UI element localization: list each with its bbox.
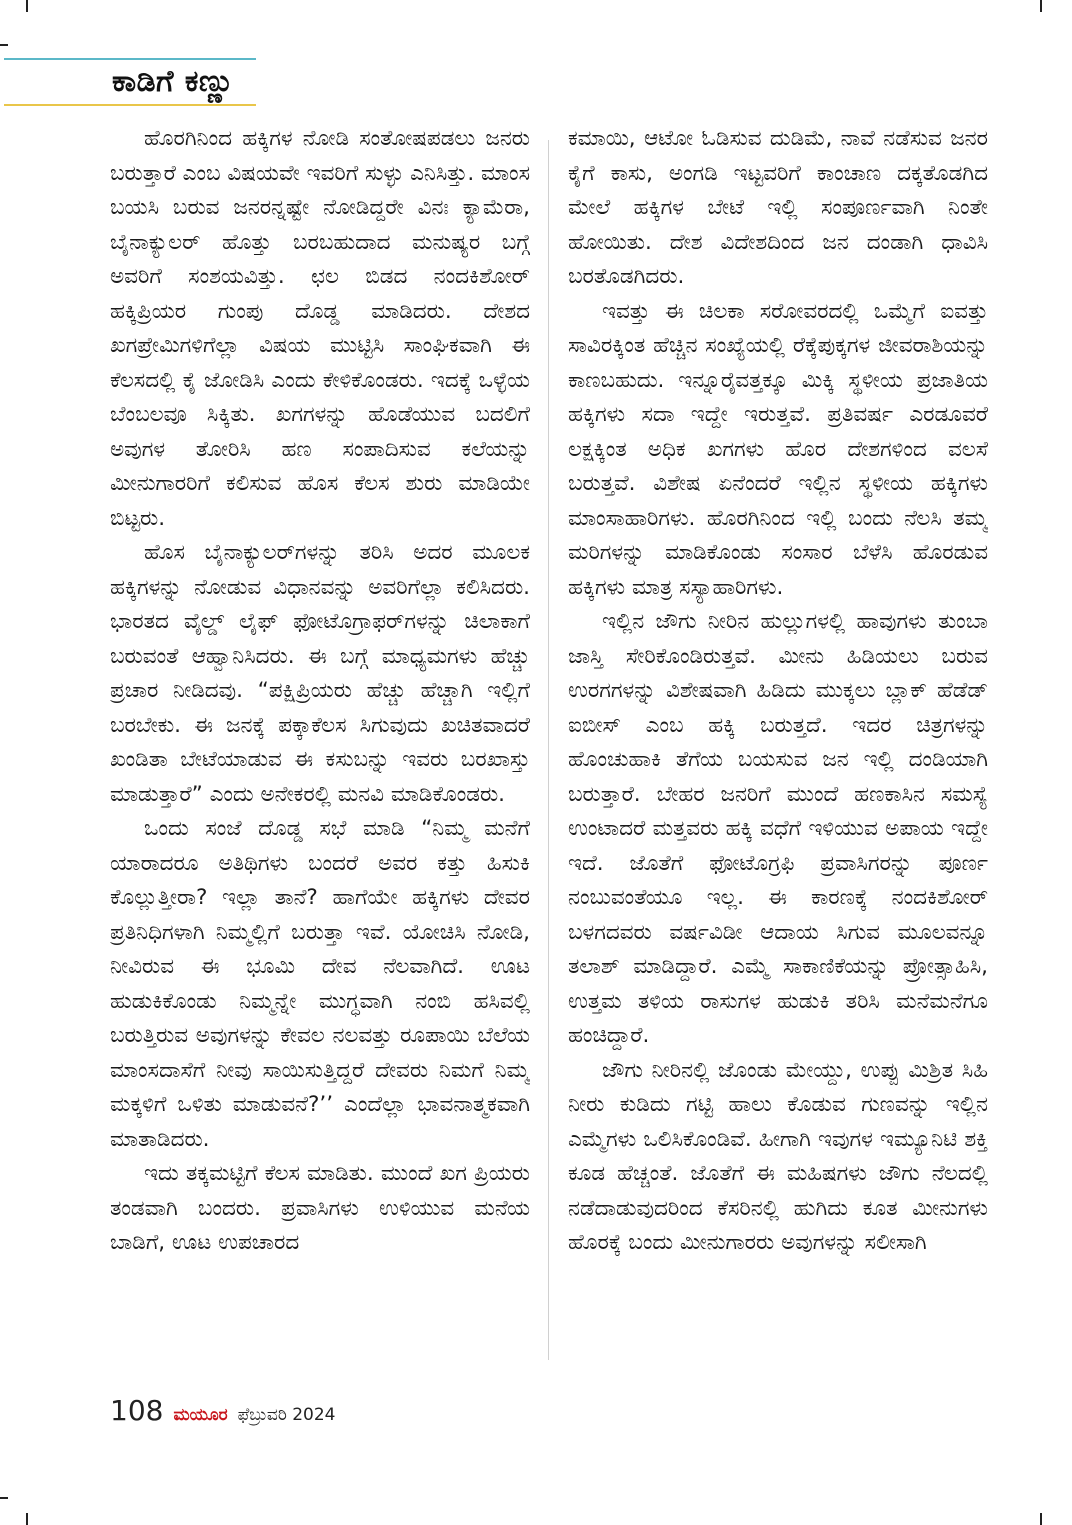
magazine-logo: ಮಯೂರ <box>173 1405 228 1425</box>
column-divider <box>548 140 549 1360</box>
crop-mark <box>0 44 8 46</box>
page-number: 108 <box>110 1394 164 1427</box>
crop-mark <box>1040 0 1042 12</box>
paragraph: ಹೊರಗಿನಿಂದ ಹಕ್ಕಿಗಳ ನೋಡಿ ಸಂತೋಷಪಡಲು ಜನರು ಬರುತ್ತಾರೆ ಎಂಬ ವಿಷಯವೇ ಇವರಿಗೆ ಸುಳ್ಳು ಎನಿಸಿತ್ತು. ಮಾಂಸ ಬಯಸಿ ಬರುವ ಜನರನ್ನಷ್ಟೇ ನೋಡಿದ್ದರೇ ವಿನಃ ಕ್ಯಾಮೆರಾ, ಬೈನಾಕ್ಯುಲರ್ ಹೊತ್ತು ಬರಬಹುದಾದ ಮನುಷ್ಯರ ಬಗ್ಗೆ ಅವರಿಗೆ ಸಂಶಯವಿತ್ತು. ಛಲ ಬಿಡದ ನಂದಕಿಶೋರ್ ಹಕ್ಕಿಪ್ರಿಯರ ಗುಂಪು ದೊಡ್ಡ ಮಾಡಿದರು. ದೇಶದ ಖಗಪ್ರೇಮಿಗಳಿಗೆಲ್ಲಾ ವಿಷಯ ಮುಟ್ಟಿಸಿ ಸಾಂಘಿಕವಾಗಿ ಈ ಕೆಲಸದಲ್ಲಿ ಕೈ ಜೋಡಿಸಿ ಎಂದು ಕೇಳಿಕೊಂಡರು. ಇದಕ್ಕೆ ಒಳ್ಳೆಯ ಬೆಂಬಲವೂ ಸಿಕ್ಕಿತು. ಖಗಗಳನ್ನು ಹೊಡೆಯುವ ಬದಲಿಗೆ ಅವುಗಳ ತೋರಿಸಿ ಹಣ ಸಂಪಾದಿಸುವ ಕಲೆಯನ್ನು ಮೀನುಗಾರರಿಗೆ ಕಲಿಸುವ ಹೊಸ ಕೆಲಸ ಶುರು ಮಾಡಿಯೇ ಬಿಟ್ಟರು. <box>110 126 530 531</box>
paragraph: ಹೊಸ ಬೈನಾಕ್ಯುಲರ್‌ಗಳನ್ನು ತರಿಸಿ ಅದರ ಮೂಲಕ ಹಕ್ಕಿಗಳನ್ನು ನೋಡುವ ವಿಧಾನವನ್ನು ಅವರಿಗೆಲ್ಲಾ ಕಲಿಸಿದರು. ಭಾರತದ ವೈಲ್ಡ್ ಲೈಫ್ ಫೋಟೊಗ್ರಾಫರ್‌ಗಳನ್ನು ಚಿಲಾಕಾಗೆ ಬರುವಂತೆ ಆಹ್ವಾನಿಸಿದರು. ಈ ಬಗ್ಗೆ ಮಾಧ್ಯಮಗಳು ಹೆಚ್ಚು ಪ್ರಚಾರ ನೀಡಿದವು. “ಪಕ್ಷಿಪ್ರಿಯರು ಹೆಚ್ಚು ಹೆಚ್ಚಾಗಿ ಇಲ್ಲಿಗೆ ಬರಬೇಕು. ಈ ಜನಕ್ಕೆ ಪಕ್ಕಾಕೆಲಸ ಸಿಗುವುದು ಖಚಿತವಾದರೆ ಖಂಡಿತಾ ಬೇಟೆಯಾಡುವ ಈ ಕಸುಬನ್ನು ಇವರು ಬರಖಾಸ್ತು ಮಾಡುತ್ತಾರೆ” ಎಂದು ಅನೇಕರಲ್ಲಿ ಮನವಿ ಮಾಡಿಕೊಂಡರು. <box>110 540 530 807</box>
paragraph-continuation: ಕಮಾಯಿ, ಆಟೋ ಓಡಿಸುವ ದುಡಿಮೆ, ನಾವೆ ನಡೆಸುವ ಜನರ ಕೈಗೆ ಕಾಸು, ಅಂಗಡಿ ಇಟ್ಟವರಿಗೆ ಕಾಂಚಾಣ ದಕ್ಕತೊಡಗಿದ ಮೇಲೆ ಹಕ್ಕಿಗಳ ಬೇಟೆ ಇಲ್ಲಿ ಸಂಪೂರ್ಣವಾಗಿ ನಿಂತೇ ಹೋಯಿತು. ದೇಶ ವಿದೇಶದಿಂದ ಜನ ದಂಡಾಗಿ ಧಾವಿಸಿ ಬರತೊಡಗಿದರು. <box>568 126 988 289</box>
paragraph: ಜೌಗು ನೀರಿನಲ್ಲಿ ಜೊಂಡು ಮೇಯ್ದು, ಉಪ್ಪು ಮಿಶ್ರಿತ ಸಿಹಿ ನೀರು ಕುಡಿದು ಗಟ್ಟಿ ಹಾಲು ಕೊಡುವ ಗುಣವನ್ನು ಇಲ್ಲಿನ ಎಮ್ಮೆಗಳು ಒಲಿಸಿಕೊಂಡಿವೆ. ಹೀಗಾಗಿ ಇವುಗಳ ಇಮ್ಯೂನಿಟಿ ಶಕ್ತಿ ಕೂಡ ಹೆಚ್ಚಂತೆ. ಜೊತೆಗೆ ಈ ಮಹಿಷಗಳು ಜೌಗು ನೆಲದಲ್ಲಿ ನಡೆದಾಡುವುದರಿಂದ ಕೆಸರಿನಲ್ಲಿ ಹುಗಿದು ಕೂತ ಮೀನುಗಳು ಹೊರಕ್ಕೆ ಬಂದು ಮೀನುಗಾರರು ಅವುಗಳನ್ನು ಸಲೀಸಾಗಿ <box>568 1057 988 1255</box>
header-rule-bottom <box>4 104 256 106</box>
page-footer <box>110 1394 335 1428</box>
article-column-right <box>568 122 988 1380</box>
crop-mark <box>0 1497 8 1499</box>
header-rule-top <box>4 58 256 60</box>
section-title: ಕಾಡಿಗೆ ಕಣ್ಣು <box>112 64 235 99</box>
paragraph: ಇಲ್ಲಿನ ಜೌಗು ನೀರಿನ ಹುಲ್ಲುಗಳಲ್ಲಿ ಹಾವುಗಳು ತುಂಬಾ ಜಾಸ್ತಿ ಸೇರಿಕೊಂಡಿರುತ್ತವೆ. ಮೀನು ಹಿಡಿಯಲು ಬರುವ ಉರಗಗಳನ್ನು ವಿಶೇಷವಾಗಿ ಹಿಡಿದು ಮುಕ್ಕಲು ಬ್ಲಾಕ್ ಹೆಡೆಡ್ ಐಬೀಸ್ ಎಂಬ ಹಕ್ಕಿ ಬರುತ್ತದೆ. ಇದರ ಚಿತ್ರಗಳನ್ನು ಹೊಂಚುಹಾಕಿ ತೆಗೆಯ ಬಯಸುವ ಜನ ಇಲ್ಲಿ ದಂಡಿಯಾಗಿ ಬರುತ್ತಾರೆ. ಬೇಹರ ಜನರಿಗೆ ಮುಂದೆ ಹಣಕಾಸಿನ ಸಮಸ್ಯೆ ಉಂಟಾದರೆ ಮತ್ತವರು ಹಕ್ಕಿ ವಧೆಗೆ ಇಳಿಯುವ ಅಪಾಯ ಇದ್ದೇ ಇದೆ. ಜೊತೆಗೆ ಫೋಟೊಗ್ರಫಿ ಪ್ರವಾಸಿಗರನ್ನು ಪೂರ್ಣ ನಂಬುವಂತೆಯೂ ಇಲ್ಲ. ಈ ಕಾರಣಕ್ಕೆ ನಂದಕಿಶೋರ್ ಬಳಗದವರು ವರ್ಷವಿಡೀ ಆದಾಯ ಸಿಗುವ ಮೂಲವನ್ನೂ ತಲಾಶ್ ಮಾಡಿದ್ದಾರೆ. ಎಮ್ಮೆ ಸಾಕಾಣಿಕೆಯನ್ನು ಪ್ರೋತ್ಸಾಹಿಸಿ, ಉತ್ತಮ ತಳಿಯ ರಾಸುಗಳ ಹುಡುಕಿ ತರಿಸಿ ಮನೆಮನೆಗೂ ಹಂಚಿದ್ದಾರೆ. <box>568 609 988 1048</box>
crop-mark <box>26 0 28 12</box>
crop-mark <box>26 1513 28 1525</box>
paragraph: ಒಂದು ಸಂಜೆ ದೊಡ್ಡ ಸಭೆ ಮಾಡಿ “ನಿಮ್ಮ ಮನೆಗೆ ಯಾರಾದರೂ ಅತಿಥಿಗಳು ಬಂದರೆ ಅವರ ಕತ್ತು ಹಿಸುಕಿ ಕೊಲ್ಲುತ್ತೀರಾ? ಇಲ್ಲಾ ತಾನೆ? ಹಾಗೆಯೇ ಹಕ್ಕಿಗಳು ದೇವರ ಪ್ರತಿನಿಧಿಗಳಾಗಿ ನಿಮ್ಮಲ್ಲಿಗೆ ಬರುತ್ತಾ ಇವೆ. ಯೋಚಿಸಿ ನೋಡಿ, ನೀವಿರುವ ಈ ಭೂಮಿ ದೇವ ನೆಲವಾಗಿದೆ. ಊಟ ಹುಡುಕಿಕೊಂಡು ನಿಮ್ಮನ್ನೇ ಮುಗ್ಧವಾಗಿ ನಂಬಿ ಹಸಿವಲ್ಲಿ ಬರುತ್ತಿರುವ ಅವುಗಳನ್ನು ಕೇವಲ ನಲವತ್ತು ರೂಪಾಯಿ ಬೆಲೆಯ ಮಾಂಸದಾಸೆಗೆ ನೀವು ಸಾಯಿಸುತ್ತಿದ್ದರೆ ದೇವರು ನಿಮಗೆ ನಿಮ್ಮ ಮಕ್ಕಳಿಗೆ ಒಳಿತು ಮಾಡುವನೆ?’’ ಎಂದೆಲ್ಲಾ ಭಾವನಾತ್ಮಕವಾಗಿ ಮಾತಾಡಿದರು. <box>110 816 530 1152</box>
paragraph: ಇದು ತಕ್ಕಮಟ್ಟಿಗೆ ಕೆಲಸ ಮಾಡಿತು. ಮುಂದೆ ಖಗ ಪ್ರಿಯರು ತಂಡವಾಗಿ ಬಂದರು. ಪ್ರವಾಸಿಗಳು ಉಳಿಯುವ ಮನೆಯ ಬಾಡಿಗೆ, ಊಟ ಉಪಚಾರದ <box>110 1161 530 1255</box>
article-column-left <box>110 122 530 1380</box>
issue-date: ಫೆಬ್ರುವರಿ 2024 <box>237 1405 336 1425</box>
crop-mark <box>1040 1513 1042 1525</box>
paragraph: ಇವತ್ತು ಈ ಚಿಲಕಾ ಸರೋವರದಲ್ಲಿ ಒಮ್ಮೆಗೆ ಐವತ್ತು ಸಾವಿರಕ್ಕಿಂತ ಹೆಚ್ಚಿನ ಸಂಖ್ಯೆಯಲ್ಲಿ ರೆಕ್ಕೆಪುಕ್ಕಗಳ ಜೀವರಾಶಿಯನ್ನು ಕಾಣಬಹುದು. ಇನ್ನೂರೈವತ್ತಕ್ಕೂ ಮಿಕ್ಕಿ ಸ್ಥಳೀಯ ಪ್ರಜಾತಿಯ ಹಕ್ಕಿಗಳು ಸದಾ ಇದ್ದೇ ಇರುತ್ತವೆ. ಪ್ರತಿವರ್ಷ ಎರಡೂವರೆ ಲಕ್ಷಕ್ಕಿಂತ ಅಧಿಕ ಖಗಗಳು ಹೊರ ದೇಶಗಳಿಂದ ವಲಸೆ ಬರುತ್ತವೆ. ವಿಶೇಷ ಏನೆಂದರೆ ಇಲ್ಲಿನ ಸ್ಥಳೀಯ ಹಕ್ಕಿಗಳು ಮಾಂಸಾಹಾರಿಗಳು. ಹೊರಗಿನಿಂದ ಇಲ್ಲಿ ಬಂದು ನೆಲಸಿ ತಮ್ಮ ಮರಿಗಳನ್ನು ಮಾಡಿಕೊಂಡು ಸಂಸಾರ ಬೆಳೆಸಿ ಹೊರಡುವ ಹಕ್ಕಿಗಳು ಮಾತ್ರ ಸಸ್ಯಾಹಾರಿಗಳು. <box>568 298 988 600</box>
